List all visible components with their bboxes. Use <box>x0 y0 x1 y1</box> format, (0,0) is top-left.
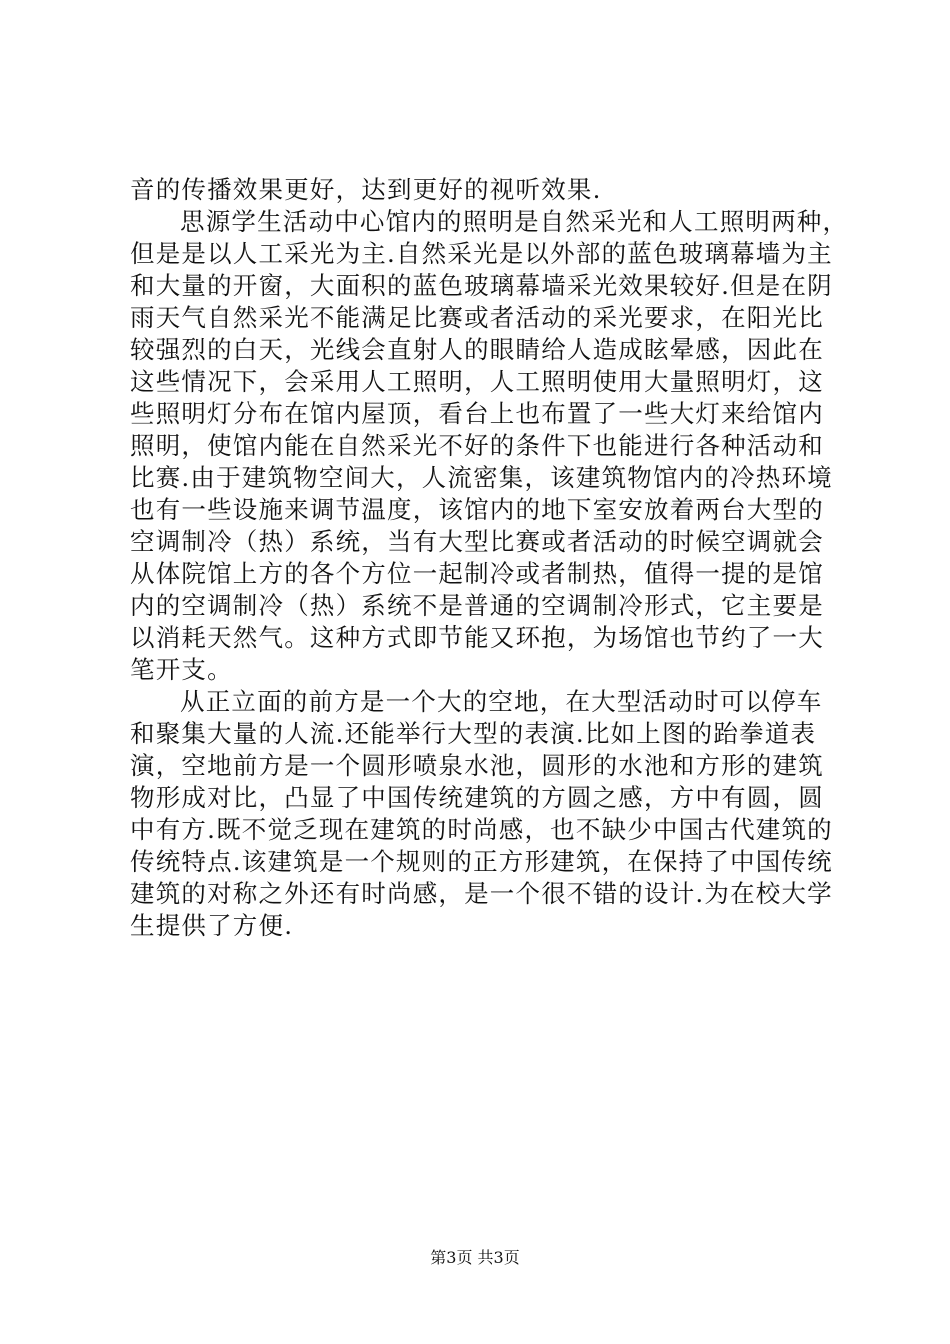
paragraph-line: 和聚集大量的人流.还能举行大型的表演.比如上图的跆拳道表 <box>130 719 817 748</box>
paragraph-line: 内的空调制冷（热）系统不是普通的空调制冷形式，它主要是 <box>130 591 824 620</box>
paragraph-line: 从体院馆上方的各个方位一起制冷或者制热，值得一提的是馆 <box>130 559 824 588</box>
paragraph-line: 演，空地前方是一个圆形喷泉水池，圆形的水池和方形的建筑 <box>130 751 824 780</box>
page-number: 第3页 共3页 <box>430 1248 520 1267</box>
paragraph-line: 空调制冷（热）系统，当有大型比赛或者活动的时候空调就会 <box>130 527 824 556</box>
paragraph-line: 照明，使馆内能在自然采光不好的条件下也能进行各种活动和 <box>130 431 824 460</box>
paragraph-line: 从正立面的前方是一个大的空地，在大型活动时可以停车 <box>180 687 823 716</box>
paragraph-line: 中有方.既不觉乏现在建筑的时尚感，也不缺少中国古代建筑的 <box>130 815 833 844</box>
paragraph-line: 笔开支。 <box>130 655 233 684</box>
paragraph-line: 但是是以人工采光为主.自然采光是以外部的蓝色玻璃幕墙为主 <box>130 239 833 268</box>
paragraph-line: 音的传播效果更好，达到更好的视听效果. <box>130 175 602 204</box>
paragraph-line: 比赛.由于建筑物空间大，人流密集，该建筑物馆内的冷热环境 <box>130 463 833 492</box>
paragraph-line: 这些情况下，会采用人工照明，人工照明使用大量照明灯，这 <box>130 367 824 396</box>
paragraph-line: 和大量的开窗，大面积的蓝色玻璃幕墙采光效果较好.但是在阴 <box>130 271 833 300</box>
paragraph-line: 生提供了方便. <box>130 911 294 940</box>
paragraph-line: 较强烈的白天，光线会直射人的眼睛给人造成眩晕感，因此在 <box>130 335 824 364</box>
paragraph-line: 也有一些设施来调节温度，该馆内的地下室安放着两台大型的 <box>130 495 824 524</box>
paragraph-line: 以消耗天然气。这种方式即节能又环抱，为场馆也节约了一大 <box>130 623 824 652</box>
paragraph-line: 建筑的对称之外还有时尚感，是一个很不错的设计.为在校大学 <box>130 879 833 908</box>
paragraph-line: 雨天气自然采光不能满足比赛或者活动的采光要求，在阳光比 <box>130 303 824 332</box>
paragraph-line: 些照明灯分布在馆内屋顶，看台上也布置了一些大灯来给馆内 <box>130 399 824 428</box>
paragraph-line: 思源学生活动中心馆内的照明是自然采光和人工照明两种， <box>180 207 849 236</box>
paragraph-line: 传统特点.该建筑是一个规则的正方形建筑，在保持了中国传统 <box>130 847 833 876</box>
paragraph-line: 物形成对比，凸显了中国传统建筑的方圆之感，方中有圆，圆 <box>130 783 824 812</box>
